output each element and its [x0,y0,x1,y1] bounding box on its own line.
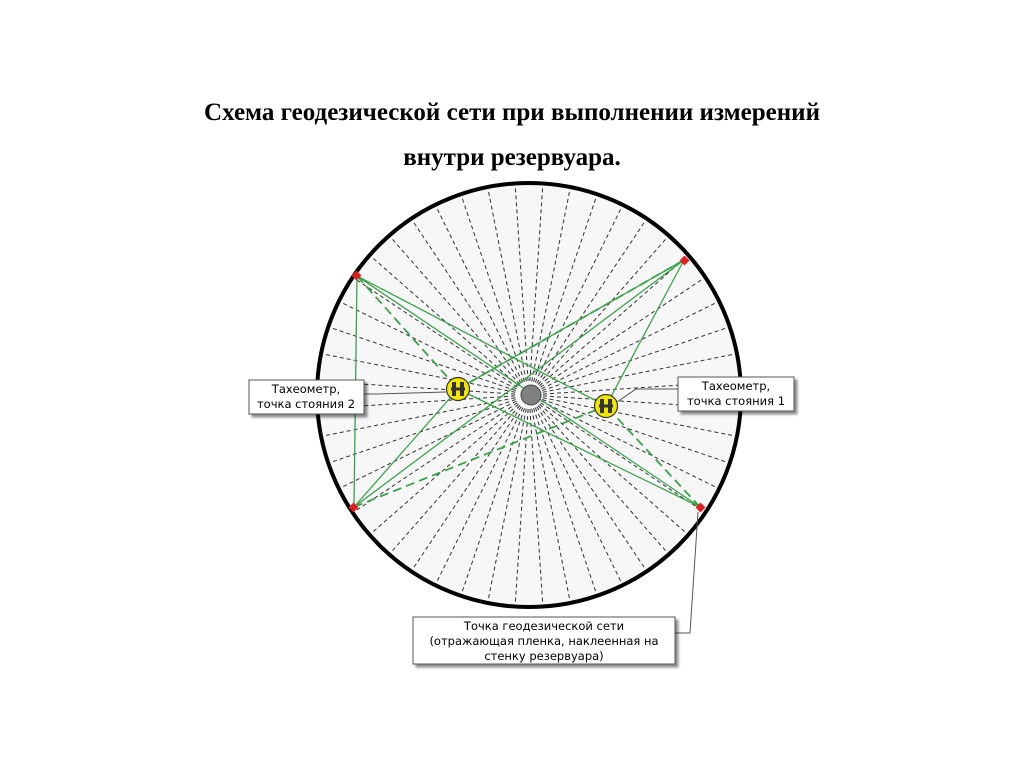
callout-target-line-1: Точка геодезической сети [463,619,625,633]
title-line-1: Схема геодезической сети при выполнении измерений [204,99,820,126]
callout-station-1-line-2: точка стояния 1 [686,394,786,408]
total-station-1-icon [595,395,618,418]
svg-text:стенку резервуара) [484,649,603,663]
callout-station-2-line-1: Тахеометр, [271,382,341,396]
svg-text:точка стояния 2 [257,397,355,411]
callout-station-1-line-1: Тахеометр, [701,379,771,393]
callout-target [413,617,675,664]
svg-text:точка стояния 1 [687,394,785,408]
title-line-2: внутри резервуара. [403,144,621,171]
center-marker [521,385,541,405]
svg-text:(отражающая пленка, наклеенная [429,634,658,648]
svg-text:Тахеометр, [701,379,770,393]
svg-text:Точка геодезической сети [463,619,624,633]
callout-target-line-3: стенку резервуара) [484,649,604,663]
callout-station-2 [249,380,364,414]
callout-station-1 [678,377,794,411]
callout-station-2-line-2: точка стояния 2 [256,397,356,411]
total-station-2-icon [447,378,470,401]
callout-target-line-2: (отражающая пленка, наклеенная на [429,634,659,648]
svg-text:Тахеометр, [271,382,340,396]
